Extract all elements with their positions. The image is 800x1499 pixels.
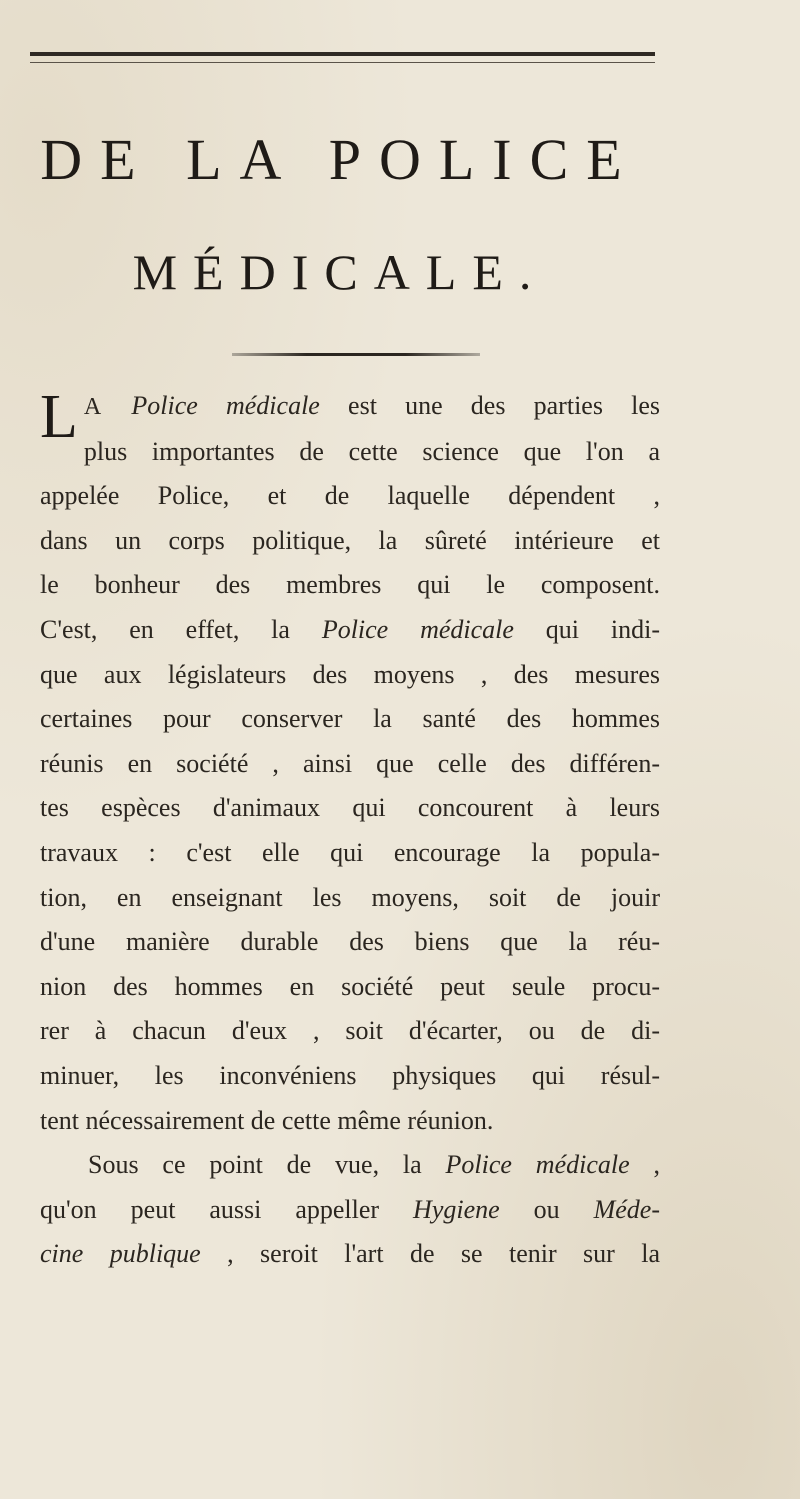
chapter-title-line-1: DE LA POLICE — [40, 127, 640, 192]
text-line: tes espèces d'animaux qui concourent à leurs — [40, 793, 660, 823]
text-line: minuer, les inconvéniens physiques qui résul- — [40, 1060, 660, 1090]
text-line: nion des hommes en société peut seule procu- — [40, 971, 660, 1001]
drop-cap: L — [40, 383, 78, 451]
text-line: A Police médicale est une des parties les — [83, 391, 661, 420]
paragraph-1 — [40, 384, 660, 1143]
text-line: rer à chacun d'eux , soit d'écarter, ou de di- — [40, 1016, 660, 1046]
text-line: certaines pour conserver la santé des hommes — [40, 704, 660, 734]
title-separator-rule — [232, 353, 480, 356]
text-line: appelée Police, et de laquelle dépendent , — [40, 481, 660, 511]
text-line: qu'on peut aussi appeller Hygiene ou Méde- — [40, 1194, 661, 1224]
text-line: cine publique , seroit l'art de se tenir sur la — [40, 1239, 661, 1269]
text-line: que aux législateurs des moyens , des mesures — [40, 659, 660, 689]
text-line: Sous ce point de vue, la Police médicale , — [88, 1150, 661, 1180]
text-line: plus importantes de cette science que l'on a — [83, 436, 660, 466]
header-rule-thin — [30, 62, 655, 63]
text-line: le bonheur des membres qui le composent. — [40, 570, 660, 600]
chapter-title-line-2: MÉDICALE. — [132, 244, 548, 300]
text-line: travaux : c'est elle qui encourage la popula- — [40, 837, 660, 867]
text-line: tent nécessairement de cette même réunion. — [40, 1105, 494, 1135]
body-text — [40, 384, 660, 1277]
text-line: dans un corps politique, la sûreté intérieure et — [40, 525, 660, 555]
text-line: d'une manière durable des biens que la réu- — [40, 927, 660, 957]
text-line: tion, en enseignant les moyens, soit de jouir — [40, 882, 660, 912]
text-line: C'est, en effet, la Police médicale qui indi- — [40, 614, 660, 644]
paragraph-2 — [40, 1143, 660, 1277]
header-rule-thick — [30, 52, 655, 56]
text-line: réunis en société , ainsi que celle des différen- — [40, 748, 660, 778]
